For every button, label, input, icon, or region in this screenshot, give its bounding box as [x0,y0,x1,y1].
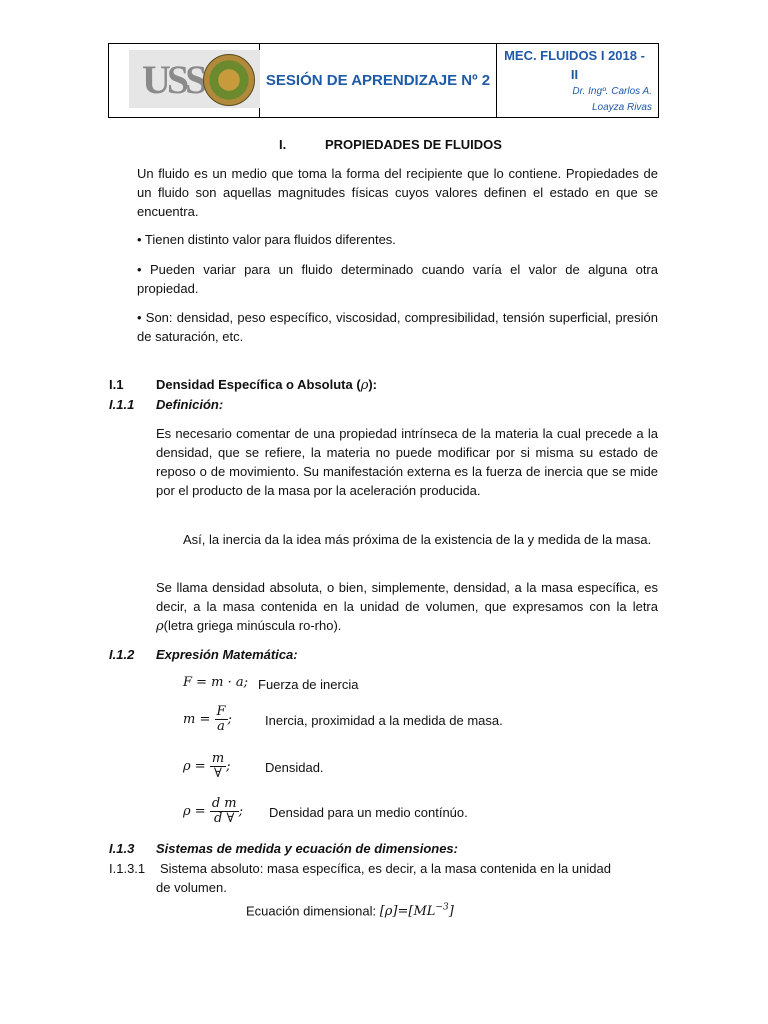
course-cell [497,44,658,117]
section-title: PROPIEDADES DE FLUIDOS [325,137,502,152]
equation-continuous-desc: Densidad para un medio contínúo. [269,805,468,820]
course-line2: II [570,67,579,82]
eq3-fraction [210,752,226,781]
eq3-den: ∀ [214,766,222,781]
s113-number: I.1.3 [109,841,135,856]
eq4-num: d m [211,796,237,811]
author-line2: Loayza Rivas [591,102,652,113]
s11-title-text: Densidad Específica o Absoluta ( [156,377,361,392]
s112-number: I.1.2 [109,647,135,662]
eq2-den: a [217,719,225,734]
density-text-a: Se llama densidad absoluta, o bien, simplemente, densidad, a la masa específica, es decir, a la masa contenida en la unidad de volumen, que expresamos con la letra [156,580,658,614]
s113-title: Sistemas de medida y ecuación de dimensiones: [156,841,458,856]
equation-force: F = m · a; [183,675,249,690]
session-title: SESIÓN DE APRENDIZAJE Nº 2 [265,72,491,89]
s1131-text-line2: de volumen. [156,880,227,895]
equation-force-desc: Fuerza de inercia [258,677,359,692]
eq2-lhs: m = [183,712,211,727]
eq3-lhs: ρ = [183,759,206,774]
s111-title: Definición: [156,397,224,412]
s111-number: I.1.1 [109,397,135,412]
section-number: I. [279,137,287,152]
eq4-end: ; [238,804,243,819]
equation-mass [183,705,232,734]
university-logo [129,50,260,108]
density-text-b: (letra griega minúscula ro-rho). [163,618,342,633]
title-cell [260,44,497,117]
eq4-fraction [210,797,239,826]
author-line1: Dr. Ingº. Carlos A. [572,86,652,97]
eq2-fraction [215,705,228,734]
bullet-1: • Tienen distinto valor para fluidos diferentes. [137,232,396,247]
eq2-end: ; [227,712,232,727]
intro-paragraph: Un fluido es un medio que toma la forma del recipiente que lo contiene. Propiedades de un fluido son aquellas magnitudes físicas cuyos valores definen el estado en que se encuentra. [137,166,658,219]
logo-text: USS [142,57,204,102]
header-table [108,43,659,118]
s11-symbol: ρ [360,378,369,393]
course-line1: MEC. FLUIDOS I 2018 - [504,48,645,63]
dimensional-equation [246,899,454,921]
s1131-text-line1: Sistema absoluto: masa específica, es decir, a la masa contenida en la unidad [160,861,611,876]
s11-number: I.1 [109,377,124,392]
rho-symbol: ρ [156,619,164,634]
eq4-den: d ∀ [214,811,235,826]
s11-title [156,375,377,395]
density-paragraph [156,578,658,636]
dimensional-label: Ecuación dimensional: [246,903,380,919]
dimensional-exponent: −3 [435,903,449,913]
equation-mass-desc: Inercia, proximidad a la medida de masa. [265,713,503,728]
logo-cell [109,44,260,117]
eq3-num: m [211,751,225,766]
seal-icon [203,54,255,106]
dimensional-base: [ρ]=[ML [379,904,436,920]
dimensional-value [380,904,454,919]
equation-density-desc: Densidad. [265,760,324,775]
eq2-num: F [216,704,226,719]
s11-title-close: ): [368,377,378,392]
eq4-lhs: ρ = [183,804,206,819]
dimensional-close: ] [448,904,454,920]
eq3-end: ; [226,759,231,774]
definition-paragraph: Es necesario comentar de una propiedad intrínseca de la materia la cual precede a la densidad, que se refiere, la materia no puede modificar por si misma su estado de reposo o de movimiento. Su manifestación externa es la fuerza de inercia que se mide por el producto de la masa por la aceleración producida. [156,426,658,498]
bullet-3: • Son: densidad, peso específico, viscosidad, compresibilidad, tensión superficial, presión de saturación, etc. [137,310,658,344]
s1131-number: I.1.3.1 [109,861,146,876]
equation-continuous [183,797,243,826]
inertia-paragraph: Así, la inercia da la idea más próxima de la existencia de la y medida de la masa. [183,532,652,547]
bullet-2: • Pueden variar para un fluido determinado cuando varía el valor de alguna otra propiedad. [137,262,658,296]
equation-density [183,752,231,781]
s112-title: Expresión Matemática: [156,647,298,662]
